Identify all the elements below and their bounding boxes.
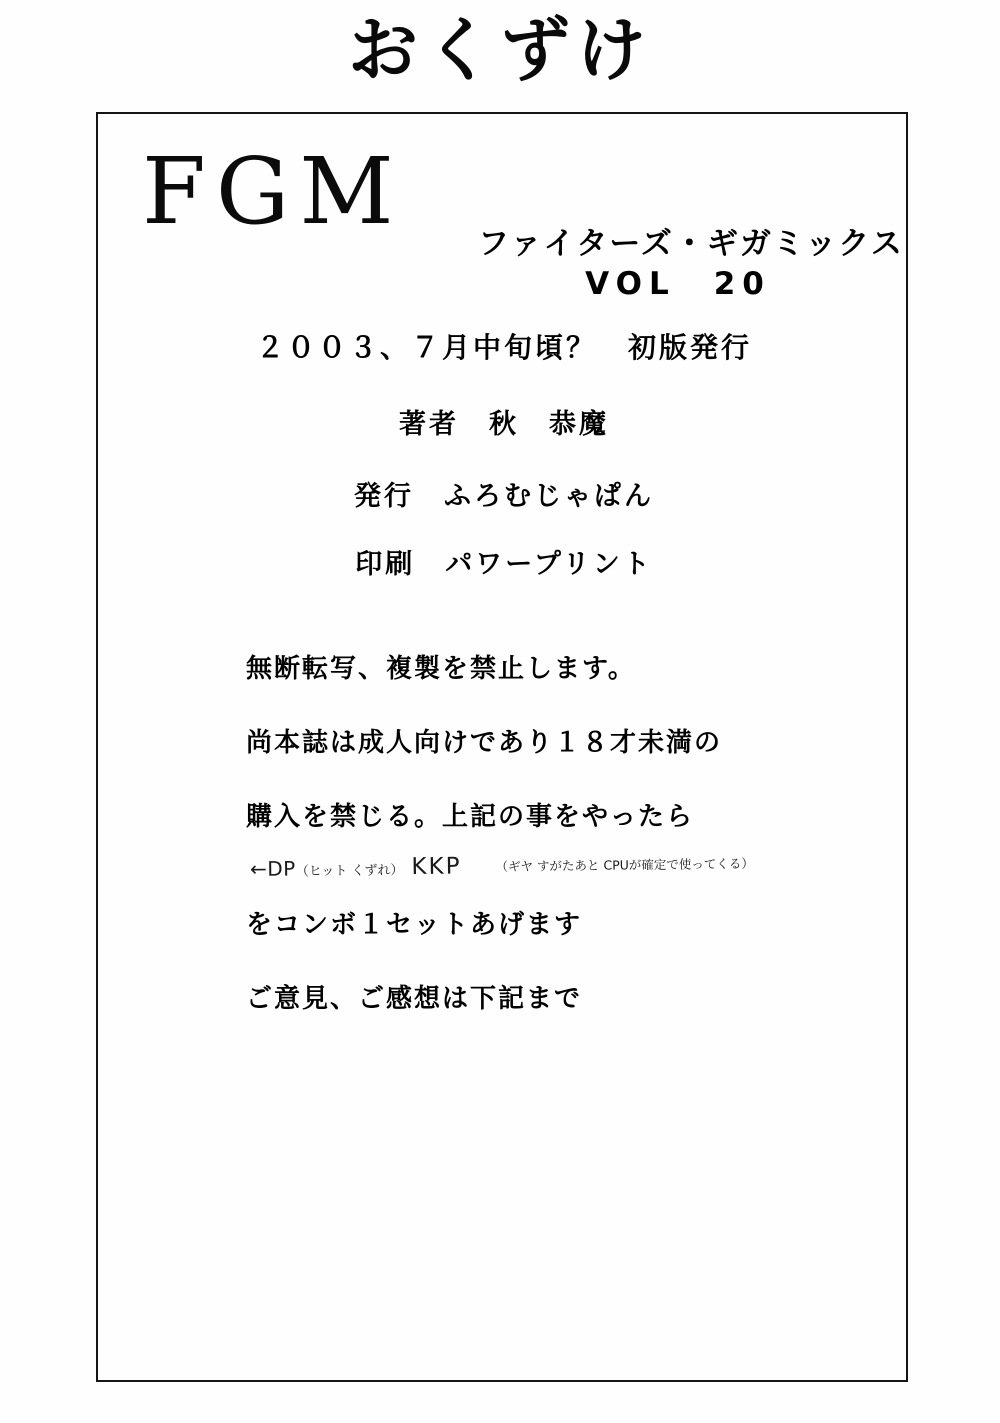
handwriting-lead-paren: （ヒット くずれ） [295, 863, 404, 880]
credit-author: 著者 秋 恭魔 [399, 409, 609, 440]
handwritten-annotation [250, 850, 754, 882]
notice-adult-2: 購入を禁じる。上記の事をやったら [246, 802, 695, 832]
credit-publisher: 発行 ふろむじゃぱん [354, 481, 654, 512]
credit-printer: 印刷 パワープリント [355, 549, 653, 580]
arrow-left-icon: ← [249, 856, 268, 881]
subtitle-kana: ファイターズ・ギガミックス [478, 226, 904, 262]
handwriting-lead: DP [267, 856, 296, 881]
colophon-info-box [96, 112, 908, 1382]
title-logo: FGM [142, 138, 404, 245]
notice-feedback: ご意見、ご感想は下記まで [246, 984, 583, 1014]
volume-number: VOL 20 [585, 266, 771, 302]
notice-combo-reward: をコンボ１セットあげます [246, 910, 583, 940]
publication-date: ２００３、７月中旬頃？ 初版発行 [255, 331, 752, 364]
handwriting-combo: KKP [411, 853, 462, 881]
handwriting-trailing-paren: （ギヤ すがたあと CPUが確定で使ってくる） [495, 855, 754, 874]
notice-copyright: 無断転写、複製を禁止します。 [246, 654, 636, 684]
notice-adult-1: 尚本誌は成人向けであり１８才未満の [246, 728, 723, 758]
page-heading: おくずけ [348, 9, 652, 91]
